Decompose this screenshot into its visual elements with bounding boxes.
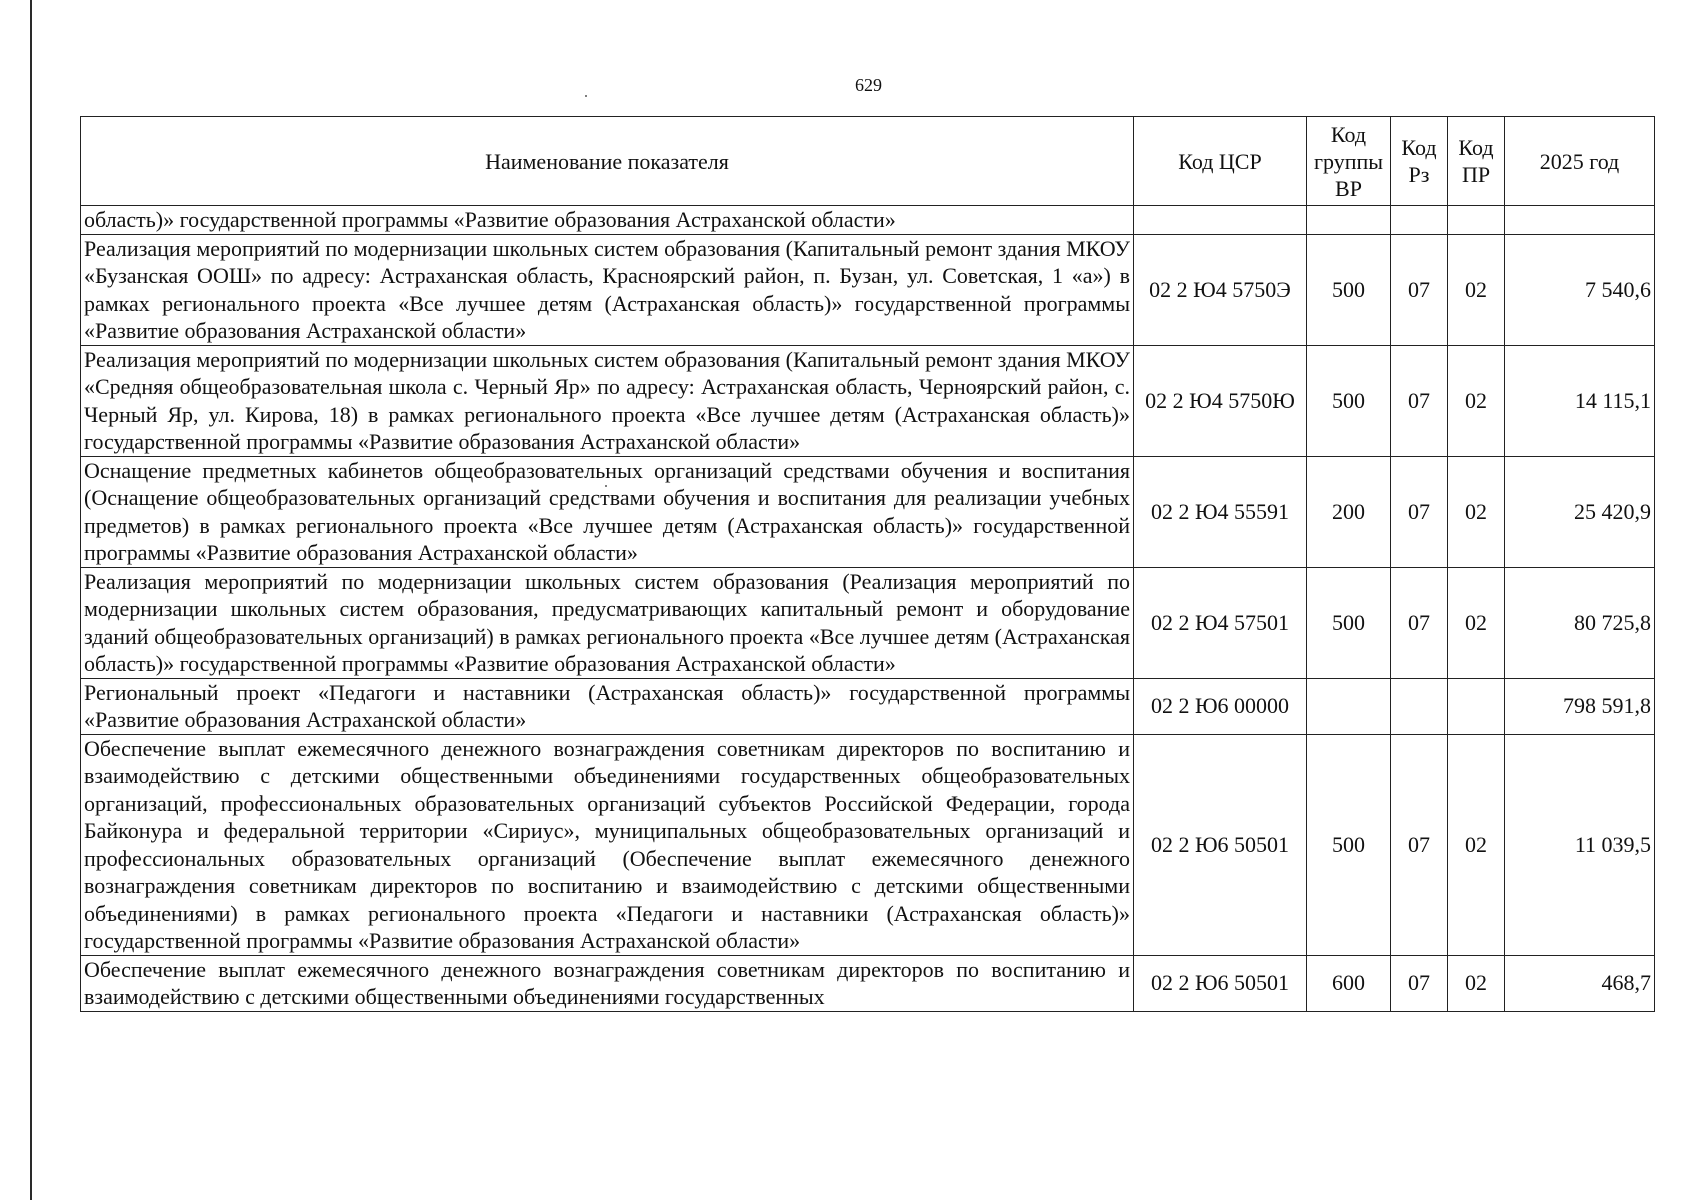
- row-rz: [1391, 206, 1448, 235]
- row-amount: 14 115,1: [1505, 345, 1655, 456]
- row-csr: 02 2 Ю4 5750Ю: [1134, 345, 1307, 456]
- row-pr: 02: [1448, 345, 1505, 456]
- row-amount: 80 725,8: [1505, 567, 1655, 678]
- header-csr: Код ЦСР: [1134, 117, 1307, 206]
- row-pr: 02: [1448, 734, 1505, 955]
- row-amount: 25 420,9: [1505, 456, 1655, 567]
- row-vr: 500: [1307, 734, 1391, 955]
- row-vr: [1307, 206, 1391, 235]
- table-row: [81, 456, 1655, 567]
- row-amount: 798 591,8: [1505, 678, 1655, 734]
- row-pr: 02: [1448, 567, 1505, 678]
- row-rz: 07: [1391, 567, 1448, 678]
- row-rz: 07: [1391, 734, 1448, 955]
- header-pr: Код ПР: [1448, 117, 1505, 206]
- budget-table: [80, 116, 1655, 1012]
- row-csr: 02 2 Ю6 00000: [1134, 678, 1307, 734]
- row-rz: 07: [1391, 955, 1448, 1011]
- header-name: Наименование показателя: [81, 117, 1134, 206]
- header-vr: Код группы ВР: [1307, 117, 1391, 206]
- table-row: [81, 567, 1655, 678]
- row-name: область)» государственной программы «Развитие образования Астраханской области»: [81, 206, 1134, 235]
- table-row: [81, 678, 1655, 734]
- header-year: 2025 год: [1505, 117, 1655, 206]
- row-name: Обеспечение выплат ежемесячного денежного вознаграждения советникам директоров по воспитанию и взаимодействию с детскими общественными объединениями государственных: [81, 955, 1134, 1011]
- row-pr: [1448, 678, 1505, 734]
- row-amount: [1505, 206, 1655, 235]
- row-amount: 468,7: [1505, 955, 1655, 1011]
- row-csr: 02 2 Ю6 50501: [1134, 734, 1307, 955]
- row-name: Реализация мероприятий по модернизации школьных систем образования (Реализация мероприятий по модернизации школьных систем образования, предусматривающих капитальный ремонт и оборудование зданий общеобразовательных организаций) в рамках регионального проекта «Все лучшее детям (Астраханская область)» государственной программы «Развитие образования Астраханской области»: [81, 567, 1134, 678]
- row-name: Региональный проект «Педагоги и наставники (Астраханская область)» государственной программы «Развитие образования Астраханской области»: [81, 678, 1134, 734]
- row-rz: 07: [1391, 456, 1448, 567]
- row-name: Оснащение предметных кабинетов общеобразовательных организаций средствами обучения и воспитания (Оснащение общеобразовательных организаций средствами обучения и воспитания для реализации учебных предметов) в рамках регионального проекта «Все лучшее детям (Астраханская область)» государственной программы «Развитие образования Астраханской области»: [81, 456, 1134, 567]
- row-vr: 500: [1307, 345, 1391, 456]
- row-amount: 11 039,5: [1505, 734, 1655, 955]
- row-vr: 500: [1307, 567, 1391, 678]
- table-row: [81, 234, 1655, 345]
- row-csr: [1134, 206, 1307, 235]
- table-row: [81, 734, 1655, 955]
- row-csr: 02 2 Ю6 50501: [1134, 955, 1307, 1011]
- row-name: Обеспечение выплат ежемесячного денежного вознаграждения советникам директоров по воспитанию и взаимодействию с детскими общественными объединениями государственных общеобразовательных организаций, профессиональных образовательных организаций субъектов Российской Федерации, города Байконура и федеральной территории «Сириус», муниципальных общеобразовательных организаций и профессиональных образовательных организаций (Обеспечение выплат ежемесячного денежного вознаграждения советникам директоров по воспитанию и взаимодействию с детскими общественными объединениями) в рамках регионального проекта «Педагоги и наставники (Астраханская область)» государственной программы «Развитие образования Астраханской области»: [81, 734, 1134, 955]
- binding-edge-line: [30, 0, 32, 1200]
- row-csr: 02 2 Ю4 5750Э: [1134, 234, 1307, 345]
- table-row: [81, 955, 1655, 1011]
- page-number: 629: [855, 75, 882, 95]
- header-rz: Код Рз: [1391, 117, 1448, 206]
- row-csr: 02 2 Ю4 57501: [1134, 567, 1307, 678]
- table-row: [81, 206, 1655, 235]
- row-amount: 7 540,6: [1505, 234, 1655, 345]
- row-vr: 600: [1307, 955, 1391, 1011]
- row-name: Реализация мероприятий по модернизации школьных систем образования (Капитальный ремонт здания МКОУ «Бузанская ООШ» по адресу: Астраханская область, Красноярский район, п. Бузан, ул. Советская, 1 «а») в рамках регионального проекта «Все лучшее детям (Астраханская область)» государственной программы «Развитие образования Астраханской области»: [81, 234, 1134, 345]
- row-pr: [1448, 206, 1505, 235]
- row-rz: 07: [1391, 234, 1448, 345]
- table-row: [81, 345, 1655, 456]
- row-pr: 02: [1448, 955, 1505, 1011]
- row-name: Реализация мероприятий по модернизации школьных систем образования (Капитальный ремонт здания МКОУ «Средняя общеобразовательная школа с. Черный Яр» по адресу: Астраханская область, Черноярский район, с. Черный Яр, ул. Кирова, 18) в рамках регионального проекта «Все лучшее детям (Астраханская область)» государственной программы «Развитие образования Астраханской области»: [81, 345, 1134, 456]
- row-pr: 02: [1448, 456, 1505, 567]
- table-header-row: [81, 117, 1655, 206]
- row-rz: [1391, 678, 1448, 734]
- row-vr: 500: [1307, 234, 1391, 345]
- row-csr: 02 2 Ю4 55591: [1134, 456, 1307, 567]
- row-vr: [1307, 678, 1391, 734]
- row-vr: 200: [1307, 456, 1391, 567]
- row-pr: 02: [1448, 234, 1505, 345]
- row-rz: 07: [1391, 345, 1448, 456]
